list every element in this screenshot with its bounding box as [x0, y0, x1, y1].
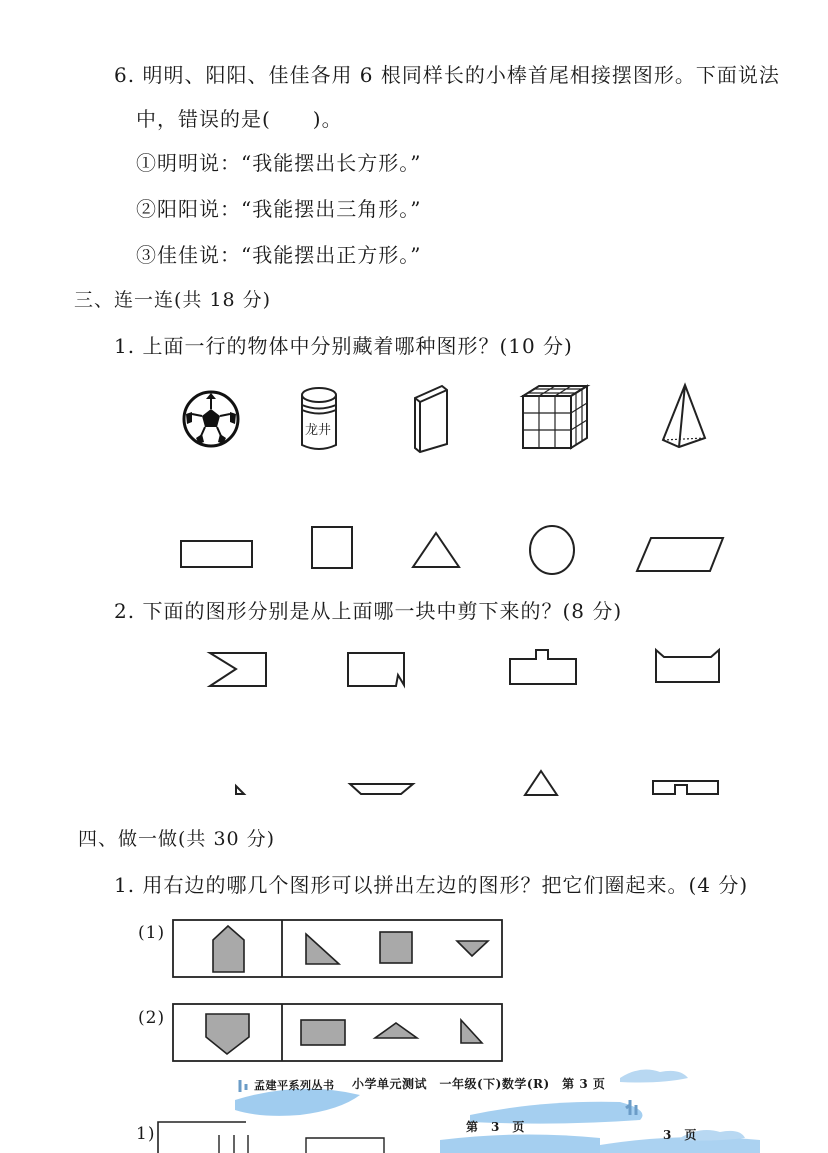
row2-label: (2)	[138, 1008, 166, 1028]
section4-title: 四、做一做(共 30 分)	[78, 828, 276, 850]
section3-q2-prompt: 2. 下面的图形分别是从上面哪一块中剪下来的？(8 分)	[114, 599, 623, 623]
row1-choice-square[interactable]	[379, 931, 415, 965]
footer-page-a: 第 3 页	[466, 1120, 525, 1134]
circle-shape	[527, 524, 577, 576]
row1-choice-inverted-triangle[interactable]	[455, 939, 491, 959]
row1-label: (1)	[138, 923, 166, 943]
section3-q1-prompt: 1. 上面一行的物体中分别藏着哪种图形？(10 分)	[114, 334, 573, 358]
q6-option-2: ②阳阳说：“我能摆出三角形。”	[136, 197, 422, 221]
footer-page-b: 3 页	[663, 1128, 697, 1142]
tab-rectangle-piece	[508, 648, 580, 688]
decorative-landscape	[0, 1060, 828, 1153]
notched-flag-piece	[208, 651, 270, 689]
corner-notch-piece	[346, 651, 408, 689]
row1-target-house-pentagon	[210, 924, 250, 976]
triangle-shape	[412, 531, 462, 569]
row2-choice-right-triangle[interactable]	[459, 1018, 485, 1046]
pyramid-icon	[660, 383, 712, 451]
soccer-ball-icon	[182, 390, 242, 450]
row2-target-shield-pentagon	[204, 1012, 252, 1058]
row2-choice-rectangle[interactable]	[300, 1019, 348, 1047]
tea-can-label: 龙井	[305, 423, 332, 438]
small-triangle-piece	[234, 784, 248, 796]
triangle-piece	[524, 769, 560, 797]
next-row-partial-box	[156, 1120, 396, 1153]
parallelogram-shape	[636, 536, 726, 574]
q6-option-3: ③佳佳说：“我能摆出正方形。”	[136, 243, 422, 267]
book-icon	[410, 382, 452, 454]
row2-choice-flat-triangle[interactable]	[374, 1021, 420, 1041]
square-shape	[311, 526, 355, 570]
notched-strip-piece	[651, 779, 721, 797]
q6-option-1: ①明明说：“我能摆出长方形。”	[136, 151, 422, 175]
next-row-label: 1)	[136, 1124, 156, 1144]
rectangle-shape	[180, 540, 254, 570]
section4-q1-prompt: 1. 用右边的哪几个图形可以拼出左边的图形？把它们圈起来。(4 分)	[114, 873, 749, 897]
row1-choice-right-triangle	[304, 932, 342, 966]
q6-line1: 6. 明明、阳阳、佳佳各用 6 根同样长的小棒首尾相接摆图形。下面说法	[114, 63, 780, 87]
q6-line2: 中，错误的是( )。	[136, 107, 343, 131]
rubiks-cube-icon	[521, 384, 591, 452]
footer-series: 孟建平系列丛书	[254, 1079, 335, 1092]
eared-rectangle-piece	[654, 648, 722, 686]
trapezoid-piece	[349, 782, 415, 796]
footer-title: 小学单元测试 一年级(下)数学(R) 第 3 页	[352, 1077, 606, 1091]
section3-title: 三、连一连(共 18 分)	[74, 289, 272, 311]
